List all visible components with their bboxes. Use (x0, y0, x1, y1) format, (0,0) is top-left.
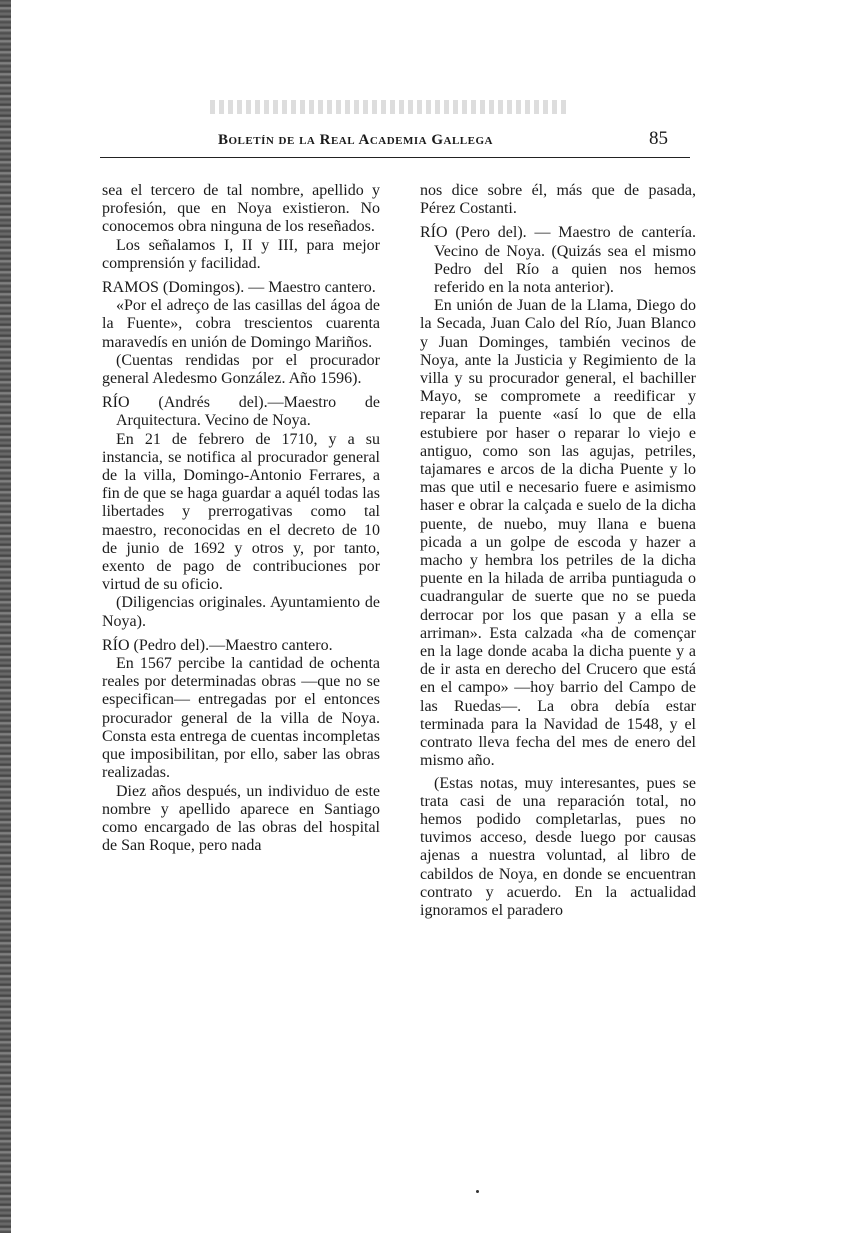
paragraph: sea el tercero de tal nombre, apellido y profesión, que en Noya existieron. No conocemos obra ninguna de los reseñados. (102, 182, 380, 236)
paragraph: Los señalamos I, II y III, para mejor comprensión y facilidad. (102, 236, 380, 272)
entry-heading: RÍO (Andrés del).—Maestro de Arquitectura. Vecino de Noya. (102, 394, 380, 430)
paragraph: «Por el adreço de las casillas del ágoa de la Fuente», cobra trescientos cuarenta maravedís en unión de Domingo Mariños. (102, 297, 380, 351)
book-binding-edge (0, 0, 11, 1233)
paragraph: (Estas notas, muy interesantes, pues se trata casi de una reparación total, no hemos podido completarlas, pues no tuvimos acceso, desde luego por causas ajenas a nuestra voluntad, al libro de cabildos de Noya, en donde se encuentran contrato y acuerdo. En la actualidad ignoramos el paradero (420, 774, 696, 919)
left-column (102, 182, 380, 855)
printing-speck (476, 1190, 479, 1193)
entry-heading: RÍO (Pero del). — Maestro de cantería. Vecino de Noya. (Quizás sea el mismo Pedro del Río a quien nos hemos referido en la nota anterior). (420, 224, 696, 297)
bleed-through-text (210, 100, 570, 114)
paragraph: En 21 de febrero de 1710, y a su instancia, se notifica al procurador general de la villa, Domingo-Antonio Ferrares, a fin de que se haga guardar a aquél todas las libertades y prerrogativas como tal maestro, reconocidas en el decreto de 10 de junio de 1692 y otros y, por tanto, exento de pago de contribuciones por virtud de su oficio. (102, 430, 380, 594)
page-number: 85 (649, 128, 668, 149)
page-header (218, 128, 668, 158)
header-rule (100, 157, 690, 158)
paragraph: En 1567 percibe la cantidad de ochenta reales por determinadas obras —que no se especifican— entregadas por el entonces procurador general de la villa de Noya. Consta esta entrega de cuentas incompletas que imposibilitan, por ello, saber las obras realizadas. (102, 655, 380, 782)
entry-heading: RAMOS (Domingos). — Maestro cantero. (102, 279, 376, 297)
entry-heading: RÍO (Pedro del).—Maestro cantero. (102, 636, 333, 654)
paragraph: nos dice sobre él, más que de pasada, Pérez Costanti. (420, 182, 696, 218)
right-column (420, 182, 696, 920)
paragraph: En unión de Juan de la Llama, Diego do la Secada, Juan Calo del Río, Juan Blanco y Juan Dominges, también vecinos de Noya, ante la Justicia y Regimiento de la villa y su procurador general, el bachiller Mayo, se compromete a reedificar y reparar la puente «así lo que de ella estubiere por haser o reparar lo viejo e antiguo, como son las agujas, petriles, tajamares e arcos de la dicha Puente y lo mas que util e necesario fuere e asimismo haser e obrar la calçada e suelo de la dicha puente, de nuebo, muy llana e buena picada a un golpe de escoda y hazer a macho y hembra los petriles de la dicha puente en la hilada de arriba puntiaguda o cuadrangular de suerte que no se pueda derrocar por los que pasan y a ella se arriman». Esta calzada «ha de començar en la lage donde acaba la dicha puente y a de ir asta en derecho del Crucero que está en el campo» —hoy barrio del Campo de las Ruedas—. La obra debía estar terminada para la Navidad de 1548, y el contrato lleva fecha del mes de enero del mismo año. (420, 297, 696, 770)
source-note: (Cuentas rendidas por el procurador general Aledesmo González. Año 1596). (102, 351, 380, 388)
running-title: Boletín de la Real Academia Gallega (218, 132, 493, 148)
paragraph: Diez años después, un individuo de este nombre y apellido aparece en Santiago como encargado de las obras del hospital de San Roque, pero nada (102, 782, 380, 855)
source-note: (Diligencias originales. Ayuntamiento de Noya). (102, 594, 380, 630)
